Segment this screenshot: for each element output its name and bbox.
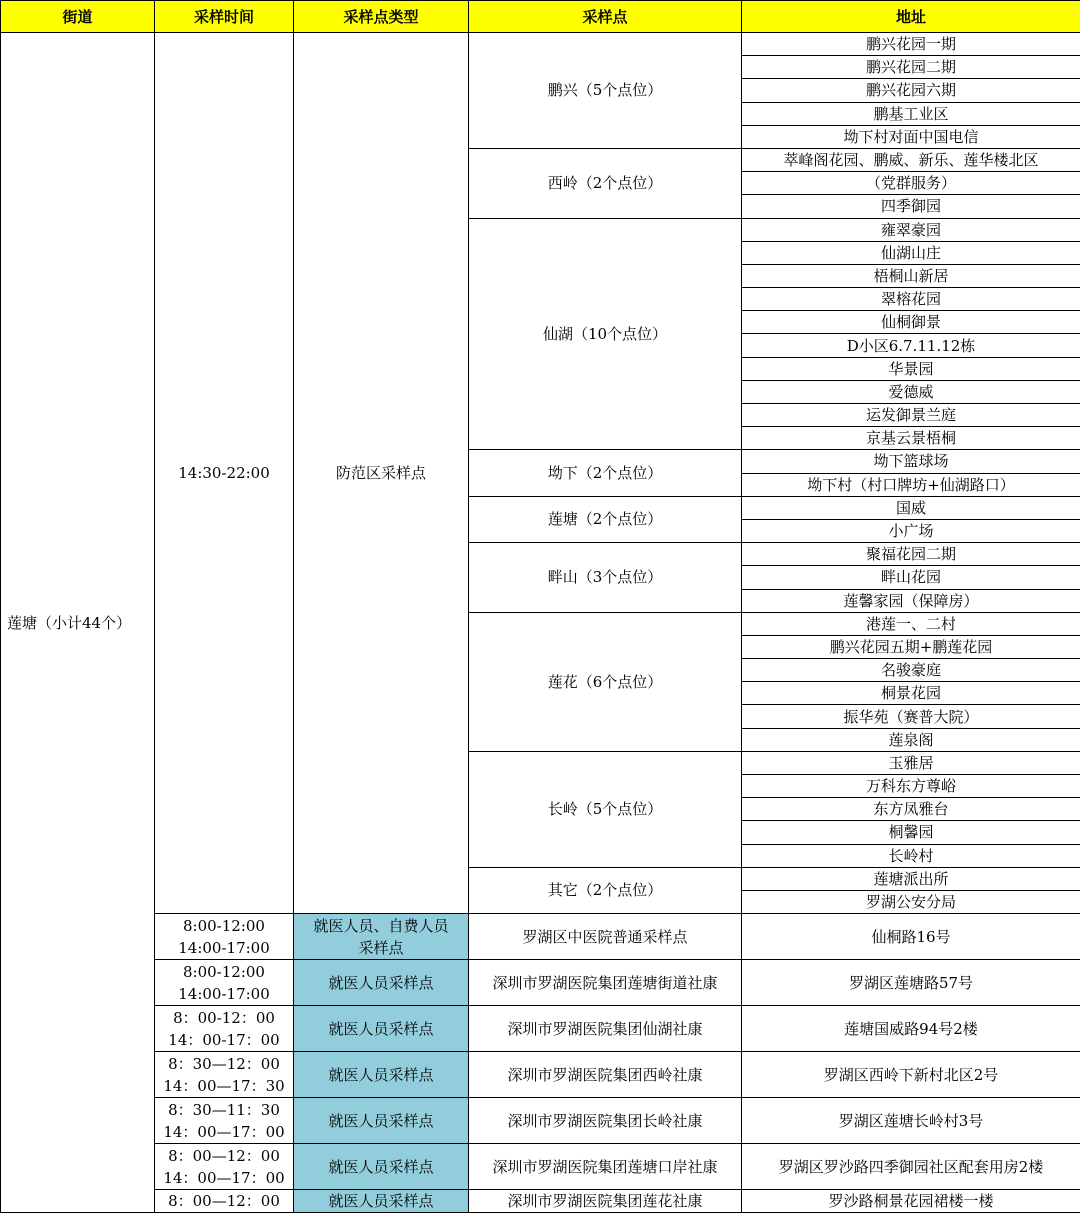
medical-row [1, 1144, 1080, 1190]
sampling-site-group: 长岭（5个点位） [469, 751, 742, 867]
medical-row [1, 1006, 1080, 1052]
time-afternoon: 14：00—17：30 [163, 1076, 285, 1095]
address-cell: 振华苑（赛普大院） [742, 705, 1080, 728]
type-line: 就医人员采样点 [328, 1065, 434, 1084]
address-cell: 鹏兴花园一期 [742, 33, 1080, 56]
address-cell: 莲塘派出所 [742, 867, 1080, 890]
address-cell: 四季御园 [742, 195, 1080, 218]
medical-type-cell [294, 1190, 469, 1213]
header-site: 采样点 [469, 1, 742, 33]
medical-type-cell [294, 1098, 469, 1144]
time-afternoon: 14:00-17:00 [178, 938, 270, 957]
header-type: 采样点类型 [294, 1, 469, 33]
time-morning: 8：30—11：30 [168, 1100, 280, 1119]
medical-site-cell: 深圳市罗湖医院集团西岭社康 [469, 1052, 742, 1098]
time-morning: 8：00—12：00 [168, 1146, 280, 1165]
address-cell: 萃峰阁花园、鹏威、新乐、莲华楼北区 [742, 148, 1080, 171]
address-cell: 东方凤雅台 [742, 798, 1080, 821]
address-cell: 国威 [742, 496, 1080, 519]
address-cell: 雍翠豪园 [742, 218, 1080, 241]
street-cell: 莲塘（小计44个） [1, 33, 155, 1213]
type-line: 就医人员采样点 [328, 1192, 434, 1211]
address-cell: 鹏兴花园六期 [742, 79, 1080, 102]
medical-row [1, 914, 1080, 960]
medical-site-cell: 深圳市罗湖医院集团莲塘口岸社康 [469, 1144, 742, 1190]
address-cell: 运发御景兰庭 [742, 404, 1080, 427]
medical-type-cell [294, 1006, 469, 1052]
medical-type-cell [294, 960, 469, 1006]
medical-type-cell [294, 1144, 469, 1190]
address-cell: 罗湖公安分局 [742, 890, 1080, 913]
sampling-site-group: 鹏兴（5个点位） [469, 33, 742, 149]
medical-site-cell: 深圳市罗湖医院集团莲花社康 [469, 1190, 742, 1213]
sampling-site-group: 莲花（6个点位） [469, 612, 742, 751]
medical-type-cell [294, 914, 469, 960]
medical-address-cell: 罗沙路桐景花园裙楼一楼 [742, 1190, 1080, 1213]
time-morning: 8：00—12：00 [168, 1192, 280, 1211]
type-line: 就医人员、自费人员 [313, 916, 449, 935]
sampling-site-group: 西岭（2个点位） [469, 148, 742, 218]
medical-row [1, 1098, 1080, 1144]
time-afternoon: 14：00—17：00 [163, 1122, 285, 1141]
address-cell: 翠榕花园 [742, 288, 1080, 311]
time-morning: 8:00-12:00 [183, 962, 265, 981]
table-row [1, 33, 1080, 56]
address-cell: 港莲一、二村 [742, 612, 1080, 635]
address-cell: 仙湖山庄 [742, 241, 1080, 264]
address-cell: 鹏兴花园五期+鹏莲花园 [742, 635, 1080, 658]
time-morning: 8：00-12：00 [173, 1008, 275, 1027]
address-cell: 莲泉阁 [742, 728, 1080, 751]
header-time: 采样时间 [155, 1, 294, 33]
type-line: 就医人员采样点 [328, 1111, 434, 1130]
header-row [1, 1, 1080, 33]
address-cell: 坳下篮球场 [742, 450, 1080, 473]
medical-time-cell [155, 914, 294, 960]
address-cell: 鹏兴花园二期 [742, 56, 1080, 79]
sampling-site-group: 其它（2个点位） [469, 867, 742, 913]
medical-time-cell [155, 1006, 294, 1052]
medical-time-cell [155, 1190, 294, 1213]
address-cell: 桐景花园 [742, 682, 1080, 705]
medical-time-cell [155, 1052, 294, 1098]
medical-row [1, 1190, 1080, 1213]
medical-time-cell [155, 1098, 294, 1144]
address-cell: 长岭村 [742, 844, 1080, 867]
sampling-site-group: 畔山（3个点位） [469, 543, 742, 613]
medical-time-cell [155, 1144, 294, 1190]
type-line: 就医人员采样点 [328, 1157, 434, 1176]
type-line: 就医人员采样点 [328, 973, 434, 992]
address-cell: 京基云景梧桐 [742, 427, 1080, 450]
address-cell: 爱德威 [742, 380, 1080, 403]
address-cell: 玉雅居 [742, 751, 1080, 774]
medical-time-cell [155, 960, 294, 1006]
medical-address-cell: 仙桐路16号 [742, 914, 1080, 960]
address-cell: 梧桐山新居 [742, 264, 1080, 287]
medical-address-cell: 罗湖区罗沙路四季御园社区配套用房2楼 [742, 1144, 1080, 1190]
time-morning: 8:00-12:00 [183, 916, 265, 935]
address-cell: 坳下村（村口牌坊+仙湖路口） [742, 473, 1080, 496]
address-cell: 仙桐御景 [742, 311, 1080, 334]
medical-row [1, 1052, 1080, 1098]
type-line-2: 采样点 [358, 938, 404, 957]
medical-type-cell [294, 1052, 469, 1098]
medical-row [1, 960, 1080, 1006]
header-address: 地址 [742, 1, 1080, 33]
address-cell: 鹏基工业区 [742, 102, 1080, 125]
sampling-site-group: 仙湖（10个点位） [469, 218, 742, 450]
address-cell: 万科东方尊峪 [742, 775, 1080, 798]
address-cell: 小广场 [742, 519, 1080, 542]
time-morning: 8：30—12：00 [168, 1054, 280, 1073]
medical-address-cell: 罗湖区莲塘长岭村3号 [742, 1098, 1080, 1144]
medical-site-cell: 深圳市罗湖医院集团长岭社康 [469, 1098, 742, 1144]
medical-site-cell: 深圳市罗湖医院集团莲塘街道社康 [469, 960, 742, 1006]
medical-address-cell: 罗湖区莲塘路57号 [742, 960, 1080, 1006]
time-afternoon: 14：00—17：00 [163, 1168, 285, 1187]
address-cell: D小区6.7.11.12栋 [742, 334, 1080, 357]
address-cell: 坳下村对面中国电信 [742, 125, 1080, 148]
header-street: 街道 [1, 1, 155, 33]
time-afternoon: 14：00-17：00 [168, 1030, 280, 1049]
address-cell: 桐馨园 [742, 821, 1080, 844]
sampling-type-cell: 防范区采样点 [294, 33, 469, 914]
time-afternoon: 14:00-17:00 [178, 984, 270, 1003]
sampling-site-group: 坳下（2个点位） [469, 450, 742, 496]
medical-address-cell: 莲塘国威路94号2楼 [742, 1006, 1080, 1052]
medical-site-cell: 罗湖区中医院普通采样点 [469, 914, 742, 960]
address-cell: 聚福花园二期 [742, 543, 1080, 566]
medical-site-cell: 深圳市罗湖医院集团仙湖社康 [469, 1006, 742, 1052]
table-body [1, 33, 1080, 1213]
sampling-site-group: 莲塘（2个点位） [469, 496, 742, 542]
address-cell: 华景园 [742, 357, 1080, 380]
address-cell: 畔山花园 [742, 566, 1080, 589]
address-cell: （党群服务） [742, 172, 1080, 195]
address-cell: 名骏豪庭 [742, 659, 1080, 682]
sampling-time-cell: 14:30-22:00 [155, 33, 294, 914]
address-cell: 莲馨家园（保障房） [742, 589, 1080, 612]
medical-address-cell: 罗湖区西岭下新村北区2号 [742, 1052, 1080, 1098]
type-line: 就医人员采样点 [328, 1019, 434, 1038]
